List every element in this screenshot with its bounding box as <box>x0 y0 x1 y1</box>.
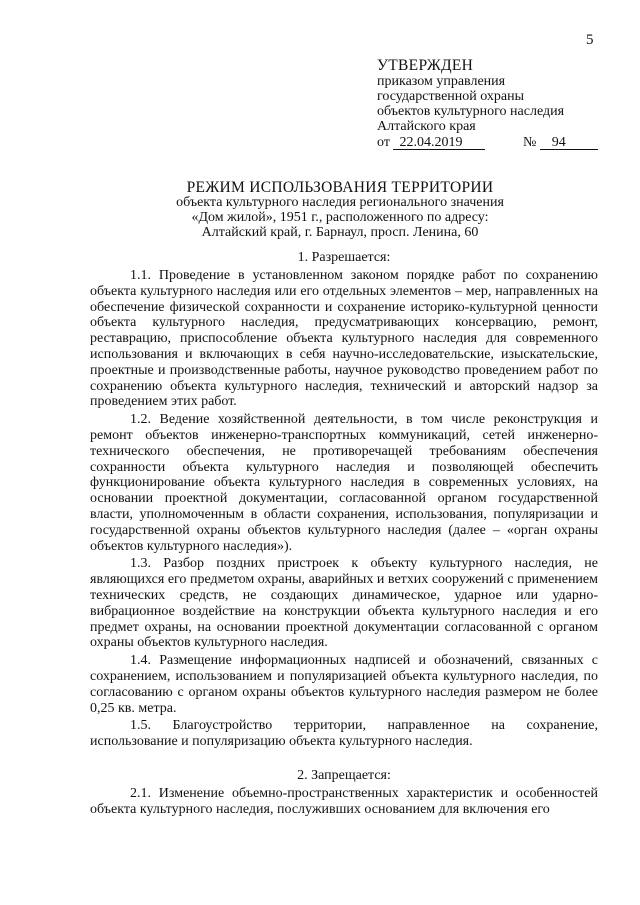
paragraph-2-1: 2.1. Изменение объемно-пространственных характеристик и особенностей объекта культурного наследия, послуживших основанием для включения его <box>90 786 598 817</box>
approval-line: объектов культурного наследия <box>377 104 565 119</box>
number-sign: № <box>522 135 537 150</box>
approval-line: Алтайского края <box>377 119 476 134</box>
approval-line: приказом управления <box>377 74 506 89</box>
paragraph-1-5: 1.5. Благоустройство территории, направленное на сохранение, использование и популяризацию объекта культурного наследия. <box>90 718 598 750</box>
paragraph-1-2: 1.2. Ведение хозяйственной деятельности, в том числе реконструкция и ремонт объектов инженерно-транспортных коммуникаций, сетей инженерно-технического обеспечения, не противоречащей требованиям обеспечения сохранности объекта культурного наследия и позволяющей обеспечить функционирование объекта культурного наследия в современных условиях, на основании проектной документации, согласованной органом государственной власти, уполномоченным в области сохранения, использования, популяризации и государственной охраны объектов культурного наследия (далее – «орган охраны объектов культурного наследия»). <box>90 412 598 554</box>
document-heading <box>90 180 590 240</box>
approval-title: УТВЕРЖДЕН <box>377 57 474 74</box>
heading-line: Алтайский край, г. Барнаул, просп. Ленина, 60 <box>201 225 479 240</box>
approval-date-row <box>377 135 612 150</box>
paragraph-1-1: 1.1. Проведение в установленном законом порядке работ по сохранению объекта культурного наследия или его отдельных элементов – мер, направленных на обеспечение физической сохранности и сохранение историко-культурной ценности объекта культурного наследия, предусматривающих консервацию, ремонт, реставрацию, приспособление объекта культурного наследия для современного использования и включающих в себя научно-исследовательские, изыскательские, проектные и производственные работы, научное руководство проведением работ по сохранению объекта культурного наследия, технический и авторский надзор за проведением этих работ. <box>90 268 598 410</box>
heading-line: объекта культурного наследия регионального значения <box>176 195 504 210</box>
date-prefix: от <box>377 135 390 150</box>
section-allowed-body <box>90 268 598 752</box>
section-forbidden-body <box>90 786 598 820</box>
approval-number: 94 <box>540 136 598 150</box>
page-number: 5 <box>586 32 594 48</box>
paragraph-1-3: 1.3. Разбор поздних пристроек к объекту культурного наследия, не являющихся его предметом охраны, аварийных и ветхих сооружений с применением технических средств, не создающих динамическое, ударное или ударно-вибрационное воздействие на конструкции объекта культурного наследия и его предмет охраны, на основании проектной документации согласованной с органом охраны объектов культурного наследия. <box>90 556 598 651</box>
heading-line: «Дом жилой», 1951 г., расположенного по адресу: <box>191 210 489 225</box>
section-title-forbidden: 2. Запрещается: <box>297 768 391 783</box>
approval-date: 22.04.2019 <box>393 136 485 150</box>
section-title-allowed: 1. Разрешается: <box>297 250 391 265</box>
approval-line: государственной охраны <box>377 89 525 104</box>
approval-block <box>377 58 612 150</box>
paragraph-1-4: 1.4. Размещение информационных надписей и обозначений, связанных с сохранением, использованием и популяризацией объекта культурного наследия, по согласованию с органом охраны объектов культурного наследия размером не более 0,25 кв. метра. <box>90 653 598 716</box>
heading-main: РЕЖИМ ИСПОЛЬЗОВАНИЯ ТЕРРИТОРИИ <box>186 179 494 196</box>
